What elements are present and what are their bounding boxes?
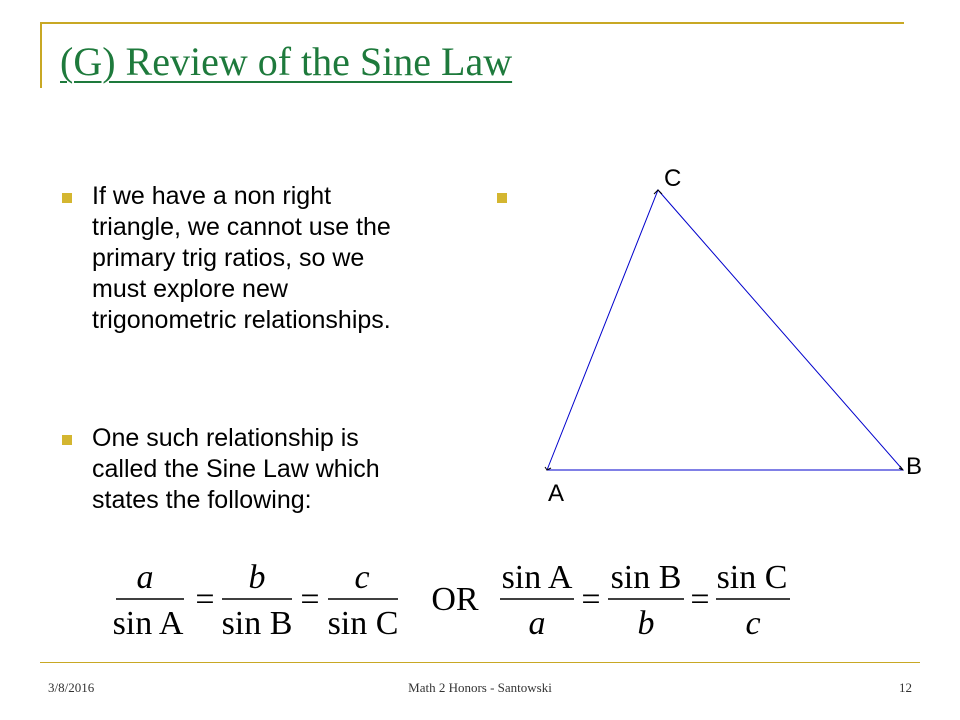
formula-left-2-den: sin B — [221, 605, 293, 642]
slide-title: (G) Review of the Sine Law — [60, 39, 513, 84]
formula-left-1-den: sin A — [112, 605, 184, 642]
equals-sign: = — [690, 581, 710, 618]
equals-sign: = — [581, 581, 601, 618]
formula-left-1-num: a — [136, 559, 154, 596]
equals-sign: = — [195, 581, 215, 618]
formula-right-1-den: a — [528, 605, 546, 642]
equals-sign: = — [300, 581, 320, 618]
vertex-label-a: A — [548, 480, 565, 507]
formula-left-3-den: sin C — [327, 605, 399, 642]
footer-date: 3/8/2016 — [48, 680, 95, 695]
formula-right-2-num: sin B — [610, 559, 682, 596]
or-text: OR — [431, 581, 479, 618]
footer-page-number: 12 — [899, 680, 912, 695]
triangle-shape — [547, 190, 903, 470]
formula-right-3-den: c — [745, 605, 761, 642]
vertex-label-c: C — [664, 165, 682, 192]
footer-course: Math 2 Honors - Santowski — [408, 680, 552, 695]
formula-right-2-den: b — [637, 605, 655, 642]
formula-right-1-num: sin A — [501, 559, 573, 596]
formula-left-3-num: c — [354, 559, 370, 596]
vertex-label-b: B — [906, 453, 923, 480]
sine-law-formula — [100, 552, 800, 642]
formula-left-2-num: b — [248, 559, 266, 596]
bullet-text-1: If we have a non right triangle, we cannot use the primary trig ratios, so we must explore new trigonometric relationships. — [92, 182, 391, 334]
formula-right-3-num: sin C — [716, 559, 788, 596]
bullet-text-2: One such relationship is called the Sine Law which states the following: — [92, 424, 380, 514]
vertex-mark-c — [654, 190, 662, 194]
